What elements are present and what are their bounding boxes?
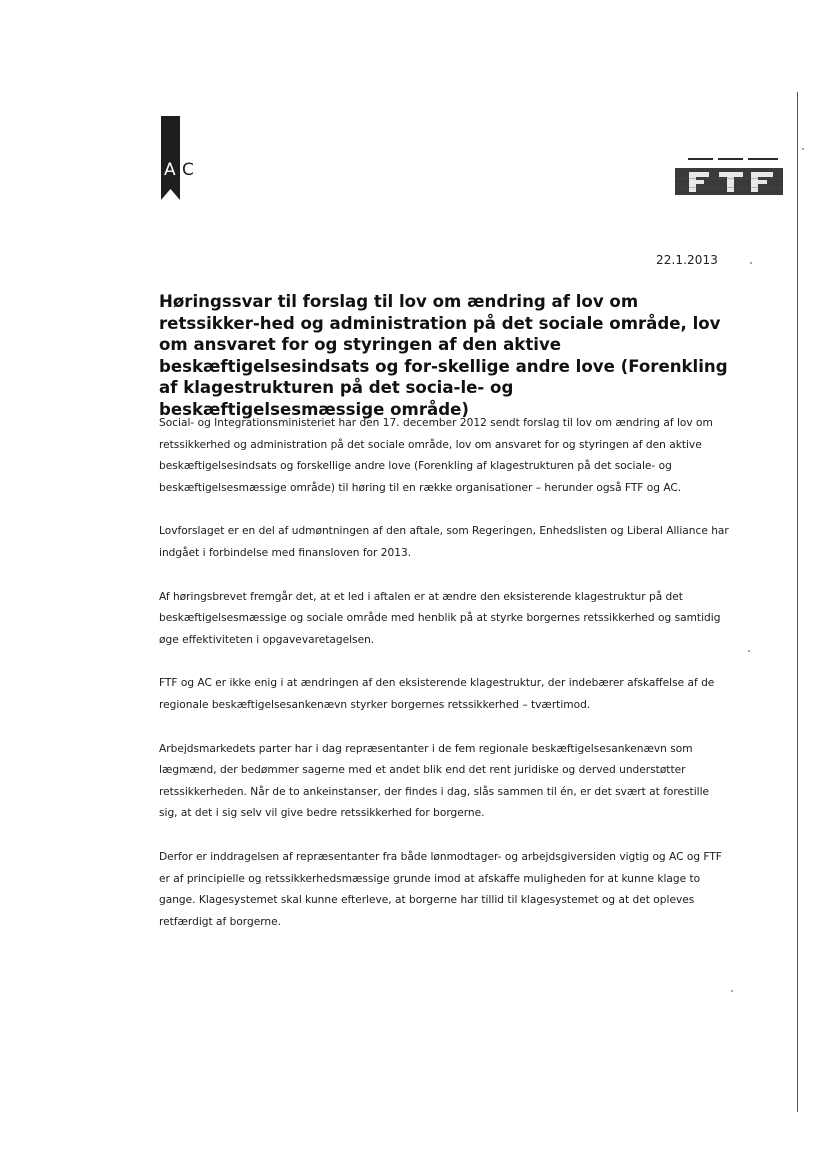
ftf-logo: [675, 158, 783, 196]
scan-margin-line: [797, 92, 798, 1112]
body-paragraph: Arbejdsmarkedets parter har i dag repræsentanter i de fem regionale beskæftigelsesankenævn som lægmænd, der bedømmer sagerne med et andet blik end det rent juridiske og derved understøtter retssikkerheden. Når de to ankeinstanser, der findes i dag, slås sammen til én, er det svært at forestille sig, at det i sig selv vil give bedre retssikkerhed for borgerne.: [159, 742, 710, 820]
scan-speck: [802, 148, 804, 150]
body-paragraph: Lovforslaget er en del af udmøntningen af den aftale, som Regeringen, Enhedslisten og Liberal Alliance har indgået i forbindelse med finansloven for 2013.: [159, 525, 729, 559]
body-paragraph: Af høringsbrevet fremgår det, at et led i aftalen er at ændre den eksisterende klagestruktur på det beskæftigelsesmæssige og sociale område med henblik på at styrke borgernes retssikkerhed og samtidig øge effektiviteten i opgavevaretagelsen.: [159, 590, 721, 646]
body-paragraph: FTF og AC er ikke enig i at ændringen af den eksisterende klagestruktur, der indebærer afskaffelse af de regionale beskæftigelsesankenævn styrker borgernes retssikkerhed – tværtimod.: [159, 677, 715, 711]
scan-speck: [750, 262, 752, 264]
ac-logo-letter-c: C: [182, 160, 194, 180]
ftf-logo-mark: [675, 158, 783, 196]
document-date: 22.1.2013: [656, 253, 718, 267]
body-paragraph: Derfor er inddragelsen af repræsentanter fra både lønmodtager- og arbejdsgiversiden vigtig og AC og FTF er af principielle og retssikkerhedsmæssige grunde imod at afskaffe muligheden for at kunne klage to gange. Klagesystemet skal kunne efterleve, at borgerne har tillid til klagesystemet og at det opleves retfærdigt af borgerne.: [159, 850, 722, 928]
ac-logo-letter-a: A: [164, 160, 176, 180]
document-body: [159, 413, 729, 955]
body-paragraph: Social- og Integrationsministeriet har den 17. december 2012 sendt forslag til lov om ændring af lov om retssikkerhed og administration på det sociale område, lov om ansvaret for og styringen af den aktive beskæftigelsesindsats og forskellige andre love (Forenkling af klagestrukturen på det sociale- og beskæftigelsesmæssige område) til høring til en række organisationer – herunder også FTF og AC.: [159, 417, 713, 494]
ac-logo-bookmark-icon: [161, 116, 201, 200]
ac-logo: [161, 116, 201, 200]
scan-speck: [748, 650, 750, 652]
scan-speck: [731, 990, 733, 992]
document-title: Høringssvar til forslag til lov om ændring af lov om retssikker-hed og administration på det sociale område, lov om ansvaret for og styringen af den aktive beskæftigelsesindsats og for-skellige andre love (Forenkling af klagestrukturen på det socia-le- og beskæftigelsesmæssige område): [159, 292, 728, 419]
